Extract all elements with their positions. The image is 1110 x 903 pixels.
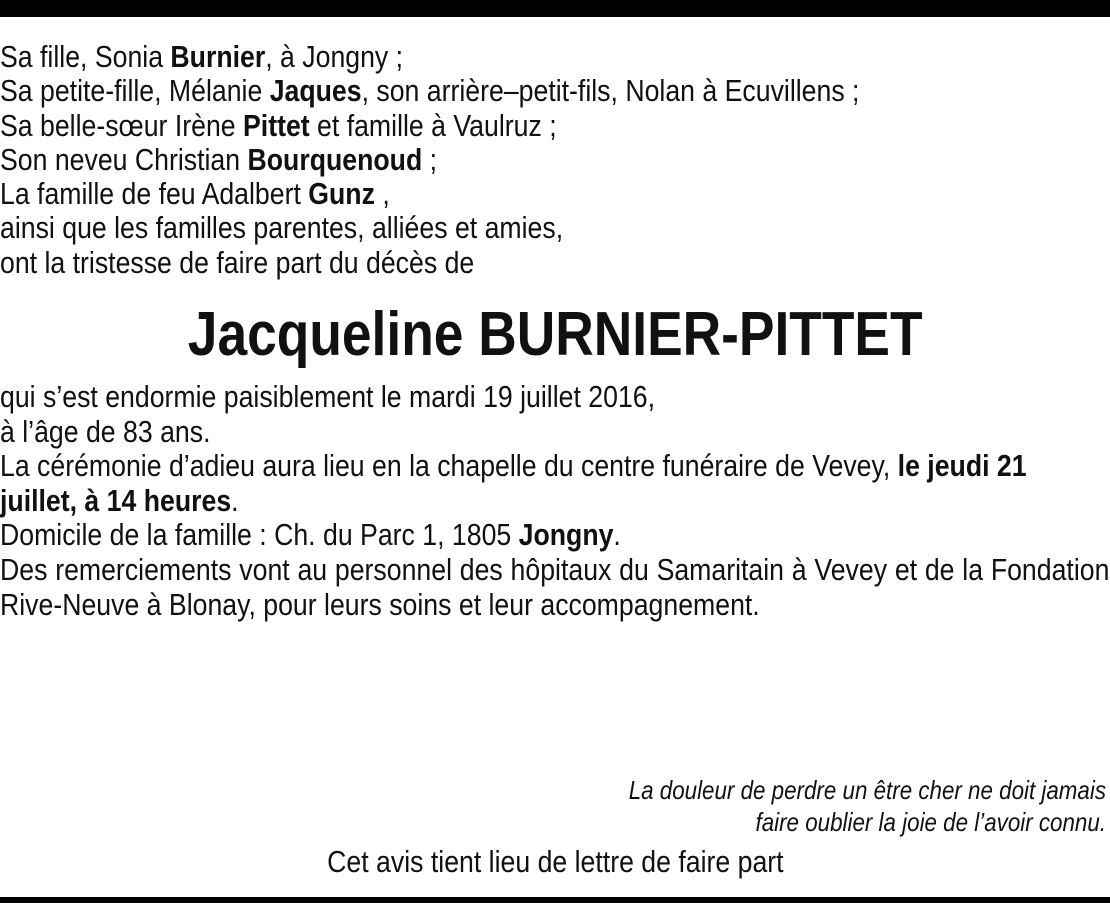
- obituary-notice: [0, 40, 1110, 622]
- intro-line: ainsi que les familles parentes, alliées et amies,: [0, 210, 564, 246]
- top-rule: [0, 0, 1110, 17]
- family-list: [0, 40, 955, 280]
- thanks-text: Des remerciements vont au personnel des hôpitaux du Samaritain à Vevey et de la Fondation Rive-Neuve à Blonay, pour leurs soins et leur accompagnement.: [0, 552, 1110, 622]
- death-date-line: qui s’est endormie paisiblement le mardi 19 juillet 2016,: [0, 379, 656, 415]
- footer-note: Cet avis tient lieu de lettre de faire part: [326, 844, 784, 879]
- family-line: Sa belle-sœur Irène Pittet et famille à Vaulruz ;: [0, 107, 557, 143]
- family-line: Sa petite-fille, Mélanie Jaques, son arrière–petit-fils, Nolan à Ecuvillens ;: [0, 73, 860, 109]
- quote-line: faire oublier la joie de l’avoir connu.: [755, 807, 1106, 837]
- domicile-town: Jongny: [518, 517, 614, 553]
- family-line: La famille de feu Adalbert Gunz ,: [0, 176, 390, 212]
- quote-line: La douleur de perdre un être cher ne doit jamais: [628, 775, 1106, 805]
- family-surname: Pittet: [243, 107, 310, 143]
- family-surname: Bourquenoud: [247, 141, 423, 177]
- family-line: Son neveu Christian Bourquenoud ;: [0, 141, 438, 177]
- family-surname: Gunz: [308, 176, 375, 212]
- quote: [629, 774, 1106, 838]
- age-line: à l’âge de 83 ans.: [0, 413, 211, 449]
- family-surname: Burnier: [170, 39, 266, 74]
- domicile-text: Domicile de la famille : Ch. du Parc 1, 1805 Jongny.: [0, 517, 621, 553]
- intro-line: ont la tristesse de faire part du décès de: [0, 244, 475, 280]
- ceremony-text: La cérémonie d’adieu aura lieu en la chapelle du centre funéraire de Vevey, le jeudi 21 juillet, à 14 heures.: [0, 448, 1027, 518]
- notice-body: [0, 380, 1109, 622]
- deceased-name: Jacqueline BURNIER-PITTET: [187, 300, 923, 370]
- family-line: Sa fille, Sonia Burnier, à Jongny ;: [0, 39, 404, 74]
- ceremony-date: le jeudi 21 juillet, à 14 heures: [0, 448, 1027, 518]
- family-surname: Jaques: [269, 73, 362, 109]
- bottom-rule: [0, 897, 1110, 903]
